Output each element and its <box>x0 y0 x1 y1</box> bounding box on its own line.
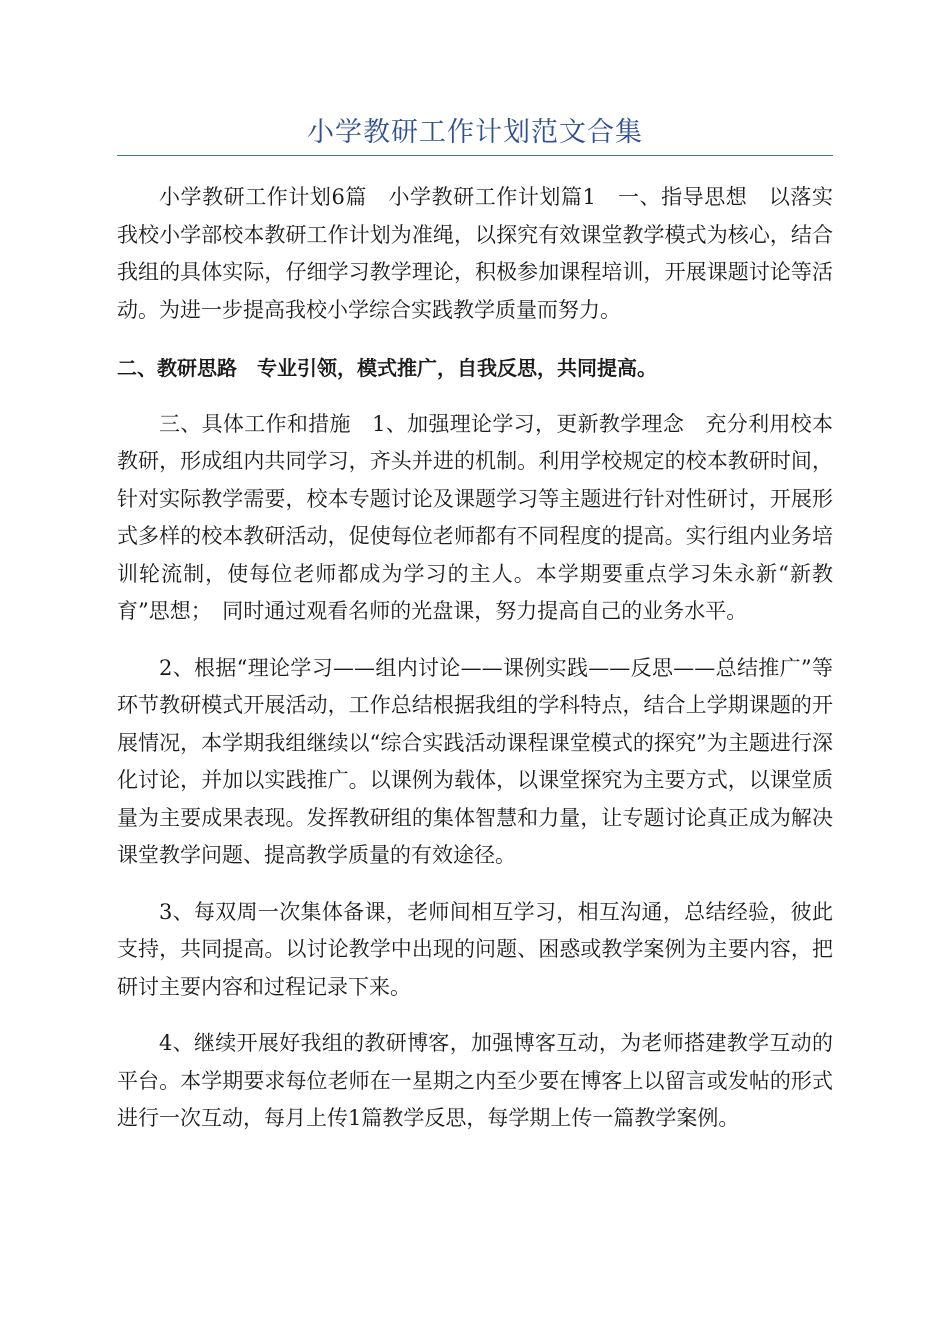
paragraph-research-model: 2、根据“理论学习——组内讨论——课例实践——反思——总结推广”等环节教研模式开展活动，工作总结根据我组的学科特点，结合上学期课题的开展情况，本学期我组继续以“综合实践活动课程课堂模式的探究”为主题进行深化讨论，并加以实践推广。以课例为载体，以课堂探究为主要方式，以课堂质量为主要成果表现。发挥教研组的集体智慧和力量，让专题讨论真正成为解决课堂教学问题、提高教学质量的有效途径。 <box>117 655 833 867</box>
paragraph-specific-measures: 三、具体工作和措施 1、加强理论学习，更新教学理念 充分利用校本教研，形成组内共同学习，齐头并进的机制。利用学校规定的校本教研时间，针对实际教学需要，校本专题讨论及课题学习等主题进行针对性研讨，开展形式多样的校本教研活动，促使每位老师都有不同程度的提高。实行组内业务培训轮流制，使每位老师都成为学习的主人。本学期要重点学习朱永新“新教育”思想； 同时通过观看名师的光盘课，努力提高自己的业务水平。 <box>117 411 833 623</box>
title-underline <box>117 155 833 156</box>
paragraph-research-approach: 二、教研思路 专业引领，模式推广，自我反思，共同提高。 <box>117 356 657 380</box>
document-title: 小学教研工作计划范文合集 <box>307 117 643 148</box>
paragraph-blog-interaction: 4、继续开展好我组的教研博客，加强博客互动，为老师搭建教学互动的平台。本学期要求每位老师在一星期之内至少要在博客上以留言或发帖的形式进行一次互动，每月上传1篇教学反思，每学期上传一篇教学案例。 <box>117 1031 833 1130</box>
document-page <box>117 0 833 1138</box>
paragraph-guiding-ideology: 小学教研工作计划6篇 小学教研工作计划篇1 一、指导思想 以落实我校小学部校本教研工作计划为准绳，以探究有效课堂教学模式为核心，结合我组的具体实际，仔细学习教学理论，积极参加课程培训，开展课题讨论等活动。为进一步提高我校小学综合实践教学质量而努力。 <box>117 185 833 322</box>
paragraph-collective-preparation: 3、每双周一次集体备课，老师间相互学习，相互沟通，总结经验，彼此支持，共同提高。以讨论教学中出现的问题、困惑或教学案例为主要内容，把研讨主要内容和过程记录下来。 <box>117 899 833 999</box>
